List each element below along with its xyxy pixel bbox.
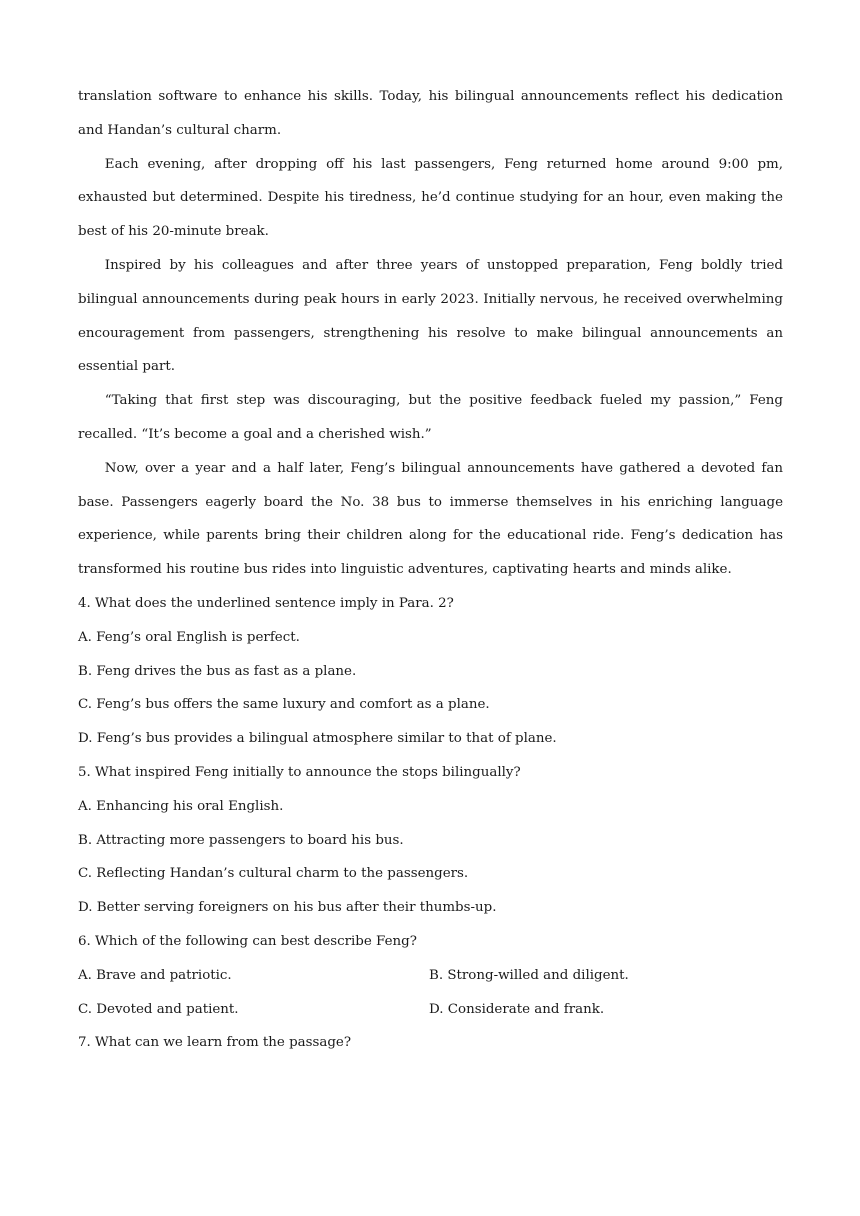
question-4 — [78, 587, 783, 756]
passage-paragraph-4: “Taking that first step was discouraging, but the positive feedback fueled my passion,” Feng recalled. “It’s become a goal and a cherished wish.” — [78, 393, 783, 442]
passage-paragraph-1: translation software to enhance his skills. Today, his bilingual announcements reflect his dedication and Handan’s cultural charm. — [78, 89, 783, 138]
question-6-options-row-2 — [78, 993, 783, 1027]
question-6-option-c: C. Devoted and patient. — [78, 1001, 239, 1017]
question-6-stem: 6. Which of the following can best describe Feng? — [78, 933, 417, 949]
passage-paragraph-2: Each evening, after dropping off his last passengers, Feng returned home around 9:00 pm, exhausted but determined. Despite his tiredness, he’d continue studying for an hour, even making the best of his 20-minute break. — [78, 156, 783, 240]
question-6-option-d: D. Considerate and frank. — [429, 1001, 605, 1017]
question-7-stem: 7. What can we learn from the passage? — [78, 1035, 352, 1051]
question-6-option-b: B. Strong-willed and diligent. — [429, 967, 629, 983]
question-6 — [78, 925, 783, 1026]
question-6-options-row-1 — [78, 959, 783, 993]
question-7 — [78, 1026, 783, 1060]
passage-paragraph-3: Inspired by his colleagues and after three years of unstopped preparation, Feng boldly tried bilingual announcements during peak hours in early 2023. Initially nervous, he received overwhelming encouragement from passengers, strengthening his resolve to make bilingual announcements an essential part. — [78, 257, 783, 375]
document-page — [78, 80, 783, 1060]
question-5-stem: 5. What inspired Feng initially to announce the stops bilingually? — [78, 764, 521, 780]
question-5-option-d: D. Better serving foreigners on his bus after their thumbs-up. — [78, 900, 497, 916]
question-4-option-d: D. Feng’s bus provides a bilingual atmosphere similar to that of plane. — [78, 731, 557, 747]
passage-paragraph-5: Now, over a year and a half later, Feng’s bilingual announcements have gathered a devoted fan base. Passengers eagerly board the No. 38 bus to immerse themselves in his enriching language experience, while parents bring their children along for the educational ride. Feng’s dedication has transformed his routine bus rides into linguistic adventures, captivating hearts and minds alike. — [78, 460, 783, 578]
question-6-option-a: A. Brave and patriotic. — [78, 967, 232, 983]
question-5-option-a: A. Enhancing his oral English. — [78, 798, 284, 814]
question-4-option-b: B. Feng drives the bus as fast as a plane. — [78, 663, 357, 679]
question-4-stem: 4. What does the underlined sentence imply in Para. 2? — [78, 595, 454, 611]
question-4-option-a: A. Feng’s oral English is perfect. — [78, 629, 300, 645]
question-5 — [78, 756, 783, 925]
question-4-option-c: C. Feng’s bus offers the same luxury and comfort as a plane. — [78, 697, 490, 713]
question-5-option-c: C. Reflecting Handan’s cultural charm to the passengers. — [78, 866, 469, 882]
question-5-option-b: B. Attracting more passengers to board his bus. — [78, 832, 404, 848]
